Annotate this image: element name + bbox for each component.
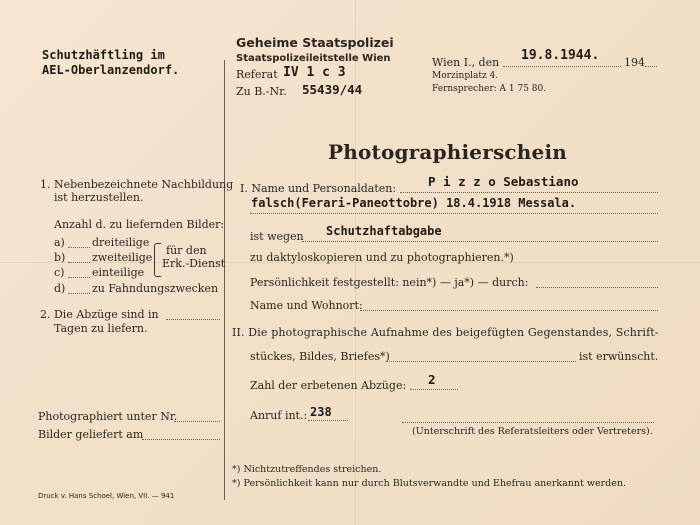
reason-value: Schutzhaftabgabe	[326, 224, 442, 238]
column-divider	[224, 60, 225, 500]
option-letter: d)	[54, 282, 66, 295]
copies-line	[410, 389, 458, 390]
option-line	[68, 247, 90, 248]
call-line	[308, 420, 348, 421]
signature-caption: (Unterschrift des Referatsleiters oder Vertreters).	[412, 426, 653, 437]
section2-line2-start: stückes, Bildes, Briefes*)	[250, 350, 390, 363]
object-line	[386, 361, 576, 362]
signature-line	[402, 422, 654, 423]
section2-line2-end: ist erwünscht.	[579, 350, 659, 363]
option-label: einteilige	[92, 266, 145, 279]
bnr-value: 55439/44	[302, 82, 363, 97]
brace-label-line2: Erk.-Dienst	[162, 257, 226, 270]
name-line	[400, 192, 658, 193]
item1-line1: 1. Nebenbezeichnete Nachbildung	[40, 178, 234, 191]
option-label: zu Fahndungszwecken	[92, 282, 219, 295]
call-label: Anruf int.:	[250, 409, 308, 422]
date-line	[503, 66, 621, 67]
identity-line: Persönlichkeit festgestellt: nein*) — ja*) — durch:	[250, 276, 529, 289]
prisoner-status-line1: Schutzhäftling im	[42, 48, 165, 62]
option-label: zweiteilige	[92, 251, 153, 264]
item2-line2: Tagen zu liefern.	[54, 322, 148, 335]
person-details: falsch(Ferari-Paneottobre) 18.4.1918 Messala.	[251, 196, 577, 210]
purpose-line: zu daktyloskopieren und zu photographieren.*)	[250, 251, 514, 264]
details-line	[250, 213, 658, 214]
footnote-2: *) Persönlichkeit kann nur durch Blutsverwandte und Ehefrau anerkannt werden.	[232, 478, 627, 489]
printer-imprint: Druck v. Hans Schoel, Wien, VII. — 941	[38, 492, 175, 500]
item1-line2: ist herzustellen.	[54, 191, 144, 204]
delivered-line	[142, 439, 220, 440]
call-value: 238	[310, 405, 332, 419]
form-title: Photographierschein	[328, 140, 568, 164]
brace	[154, 243, 161, 277]
office-name: Staatspolizeileitstelle Wien	[236, 53, 391, 64]
issue-date: 19.8.1944.	[521, 48, 600, 63]
days-line	[166, 319, 220, 320]
option-letter: a)	[54, 236, 65, 249]
year-line	[645, 66, 657, 67]
person-name: P i z z o Sebastiano	[428, 174, 579, 189]
org-name: Geheime Staatspolizei	[236, 35, 394, 50]
photographed-label: Photographiert unter Nr.	[38, 410, 178, 423]
option-letter: c)	[54, 266, 65, 279]
brace-label-line1: für den	[166, 244, 207, 257]
copies-value: 2	[428, 372, 436, 387]
year-suffix: 194	[624, 56, 645, 69]
bnr-label: Zu B.-Nr.	[236, 85, 287, 98]
option-label: dreiteilige	[92, 236, 150, 249]
address-label: Name und Wohnort:	[250, 299, 363, 312]
copies-label: Zahl der erbetenen Abzüge:	[250, 379, 407, 392]
footnote-1: *) Nichtzutreffendes streichen.	[232, 464, 382, 475]
reason-label: ist wegen	[250, 230, 304, 243]
option-line	[68, 262, 90, 263]
office-phone: Fernsprecher: A 1 75 80.	[432, 84, 547, 94]
reason-line	[302, 241, 658, 242]
address-line	[360, 310, 658, 311]
option-letter: b)	[54, 251, 66, 264]
office-address: Morzinplatz 4.	[432, 71, 499, 81]
referat-label: Referat	[236, 68, 278, 81]
item2-line1: 2. Die Abzüge sind in	[40, 308, 159, 321]
delivered-label: Bilder geliefert am	[38, 428, 144, 441]
photographed-line	[174, 421, 220, 422]
city-date-label: Wien I., den	[432, 56, 500, 69]
referat-value: IV 1 c 3	[283, 65, 346, 80]
section2-line1: II. Die photographische Aufnahme des beigefügten Gegenstandes, Schrift-	[232, 326, 659, 339]
option-line	[68, 293, 90, 294]
prisoner-status-line2: AEL-Oberlanzendorf.	[42, 63, 180, 77]
option-line	[68, 277, 90, 278]
count-label: Anzahl d. zu liefernden Bilder:	[54, 218, 225, 231]
identity-dotted-line	[536, 287, 658, 288]
section1-label: I. Name und Personaldaten:	[240, 182, 397, 195]
